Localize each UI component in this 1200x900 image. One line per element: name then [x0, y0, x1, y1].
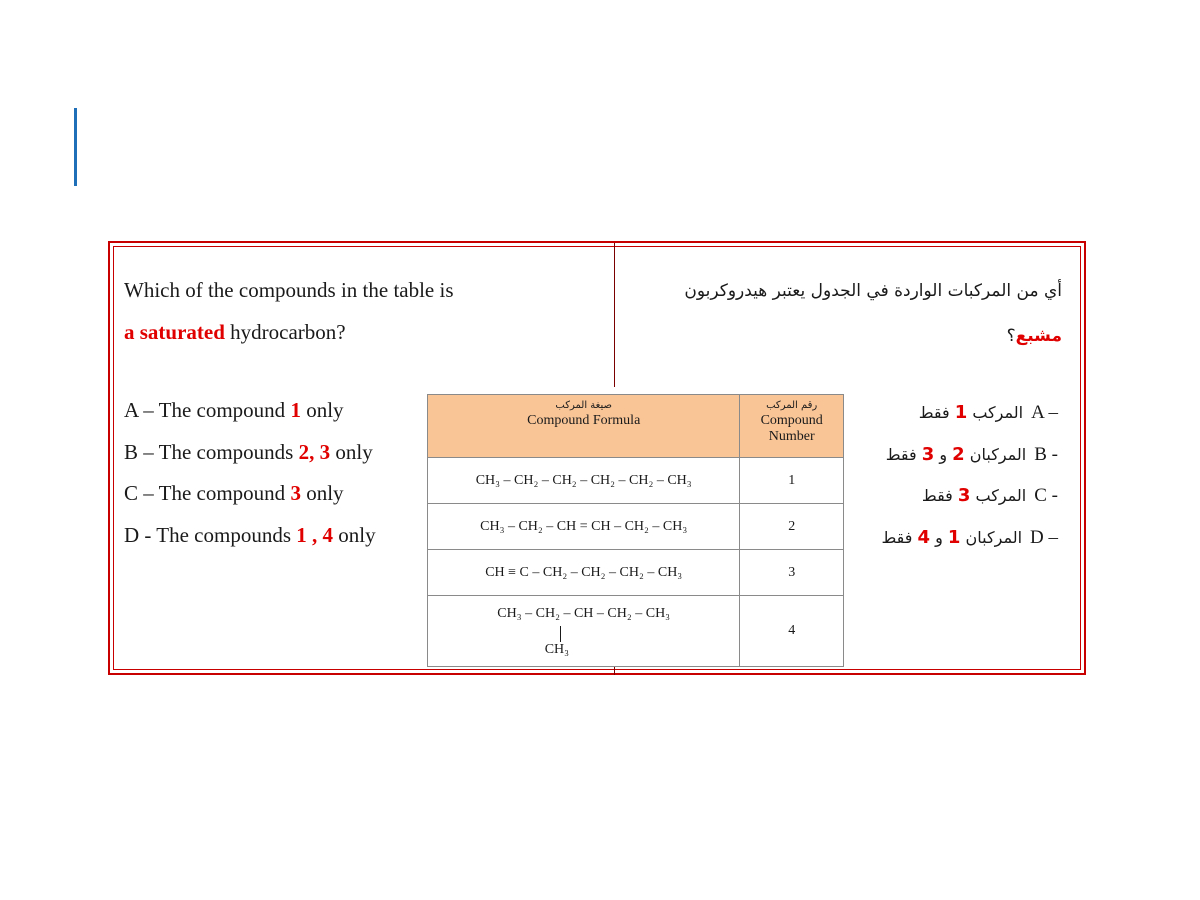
option-en-c-prefix: C – The compound: [124, 481, 291, 505]
option-ar-a[interactable]: [818, 392, 1058, 434]
number-cell: 3: [740, 550, 844, 596]
branched-main-chain: CH₃ – CH₂ – CH – CH₂ – CH₃: [497, 605, 671, 621]
compounds-table: [427, 394, 844, 667]
question-english-rest: hydrocarbon?: [224, 320, 346, 344]
option-en-c-suffix: only: [300, 481, 344, 505]
option-ar-d[interactable]: [818, 517, 1058, 559]
column-divider-bottom: [614, 667, 615, 675]
header-formula-arabic: صيغة المركب: [555, 400, 612, 411]
option-en-c-number: 3: [290, 481, 301, 505]
question-arabic: [622, 269, 1062, 359]
option-en-c[interactable]: [124, 473, 376, 515]
option-ar-a-text: المركب 1 فقط: [918, 402, 1024, 423]
formula-cell: CH₃ – CH₂ – CH = CH – CH₂ – CH₃: [428, 504, 740, 550]
option-ar-a-letter: A –: [1031, 402, 1058, 423]
question-english-highlight: a saturated: [124, 320, 225, 344]
table-row: [428, 458, 844, 504]
option-ar-d-number2: 4: [917, 526, 931, 548]
formula-cell-branched: [428, 596, 740, 667]
option-en-b-suffix: only: [330, 439, 373, 464]
option-en-b-number: 2, 3: [298, 439, 331, 464]
column-divider: [614, 243, 615, 387]
option-en-d-prefix: D - The compounds: [124, 522, 297, 547]
option-ar-d-letter: D –: [1030, 526, 1058, 548]
number-cell: 2: [740, 504, 844, 550]
header-compound-formula: [428, 395, 740, 458]
title-accent-bar: [74, 108, 77, 186]
question-arabic-mark: ؟: [1006, 326, 1016, 346]
option-en-a-suffix: only: [300, 398, 344, 422]
option-ar-a-number: 1: [954, 402, 968, 423]
header-number-arabic: رقم المركب: [766, 400, 818, 411]
option-en-b-prefix: B – The compounds: [124, 439, 299, 464]
table-header-row: [428, 395, 844, 458]
option-ar-c[interactable]: [818, 475, 1058, 517]
option-en-a-prefix: A – The compound: [124, 398, 291, 422]
option-ar-b-number2: 3: [921, 443, 935, 465]
option-ar-c-number: 3: [957, 485, 971, 506]
header-compound-number: [740, 395, 844, 458]
question-arabic-line1: أي من المركبات الواردة في الجدول يعتبر هيدروكربون: [684, 281, 1062, 301]
option-ar-d-number1: 1: [947, 526, 961, 548]
option-en-d-number: 1 , 4: [296, 522, 334, 547]
option-en-d-suffix: only: [333, 522, 376, 547]
option-ar-b-letter: B -: [1034, 443, 1058, 465]
formula-cell: CH₃ – CH₂ – CH₂ – CH₂ – CH₂ – CH₃: [428, 458, 740, 504]
formula-cell: CH ≡ C – CH₂ – CH₂ – CH₂ – CH₃: [428, 550, 740, 596]
table-row: [428, 550, 844, 596]
table-row: [428, 504, 844, 550]
option-en-a[interactable]: [124, 390, 376, 432]
branch-bond-line: [560, 626, 561, 642]
header-formula-english: Compound Formula: [527, 413, 641, 428]
options-english: [124, 390, 376, 556]
option-ar-b-number1: 2: [952, 443, 965, 465]
question-arabic-highlight: مشبع: [1015, 326, 1062, 346]
question-arabic-line2: [622, 314, 1062, 359]
options-arabic: [818, 392, 1058, 558]
option-ar-c-letter: C -: [1034, 485, 1058, 506]
question-english-line2: [124, 311, 454, 353]
option-en-b[interactable]: [124, 432, 376, 474]
option-ar-b[interactable]: [818, 434, 1058, 476]
number-cell: 1: [740, 458, 844, 504]
question-english: [124, 269, 454, 353]
number-cell: 4: [740, 596, 844, 667]
option-en-a-number: 1: [290, 398, 301, 422]
table-row: [428, 596, 844, 667]
branch-methyl-group: CH₃: [544, 641, 570, 657]
option-en-d[interactable]: [124, 515, 376, 557]
header-number-english: Compound Number: [760, 413, 823, 444]
option-ar-b-text: المركبان 2 و 3 فقط: [885, 443, 1027, 465]
question-english-line1: Which of the compounds in the table is: [124, 278, 454, 302]
option-ar-d-text: المركبان 1 و 4 فقط: [881, 526, 1023, 548]
branched-structure: [459, 598, 709, 660]
option-ar-c-text: المركب 3 فقط: [921, 485, 1027, 506]
